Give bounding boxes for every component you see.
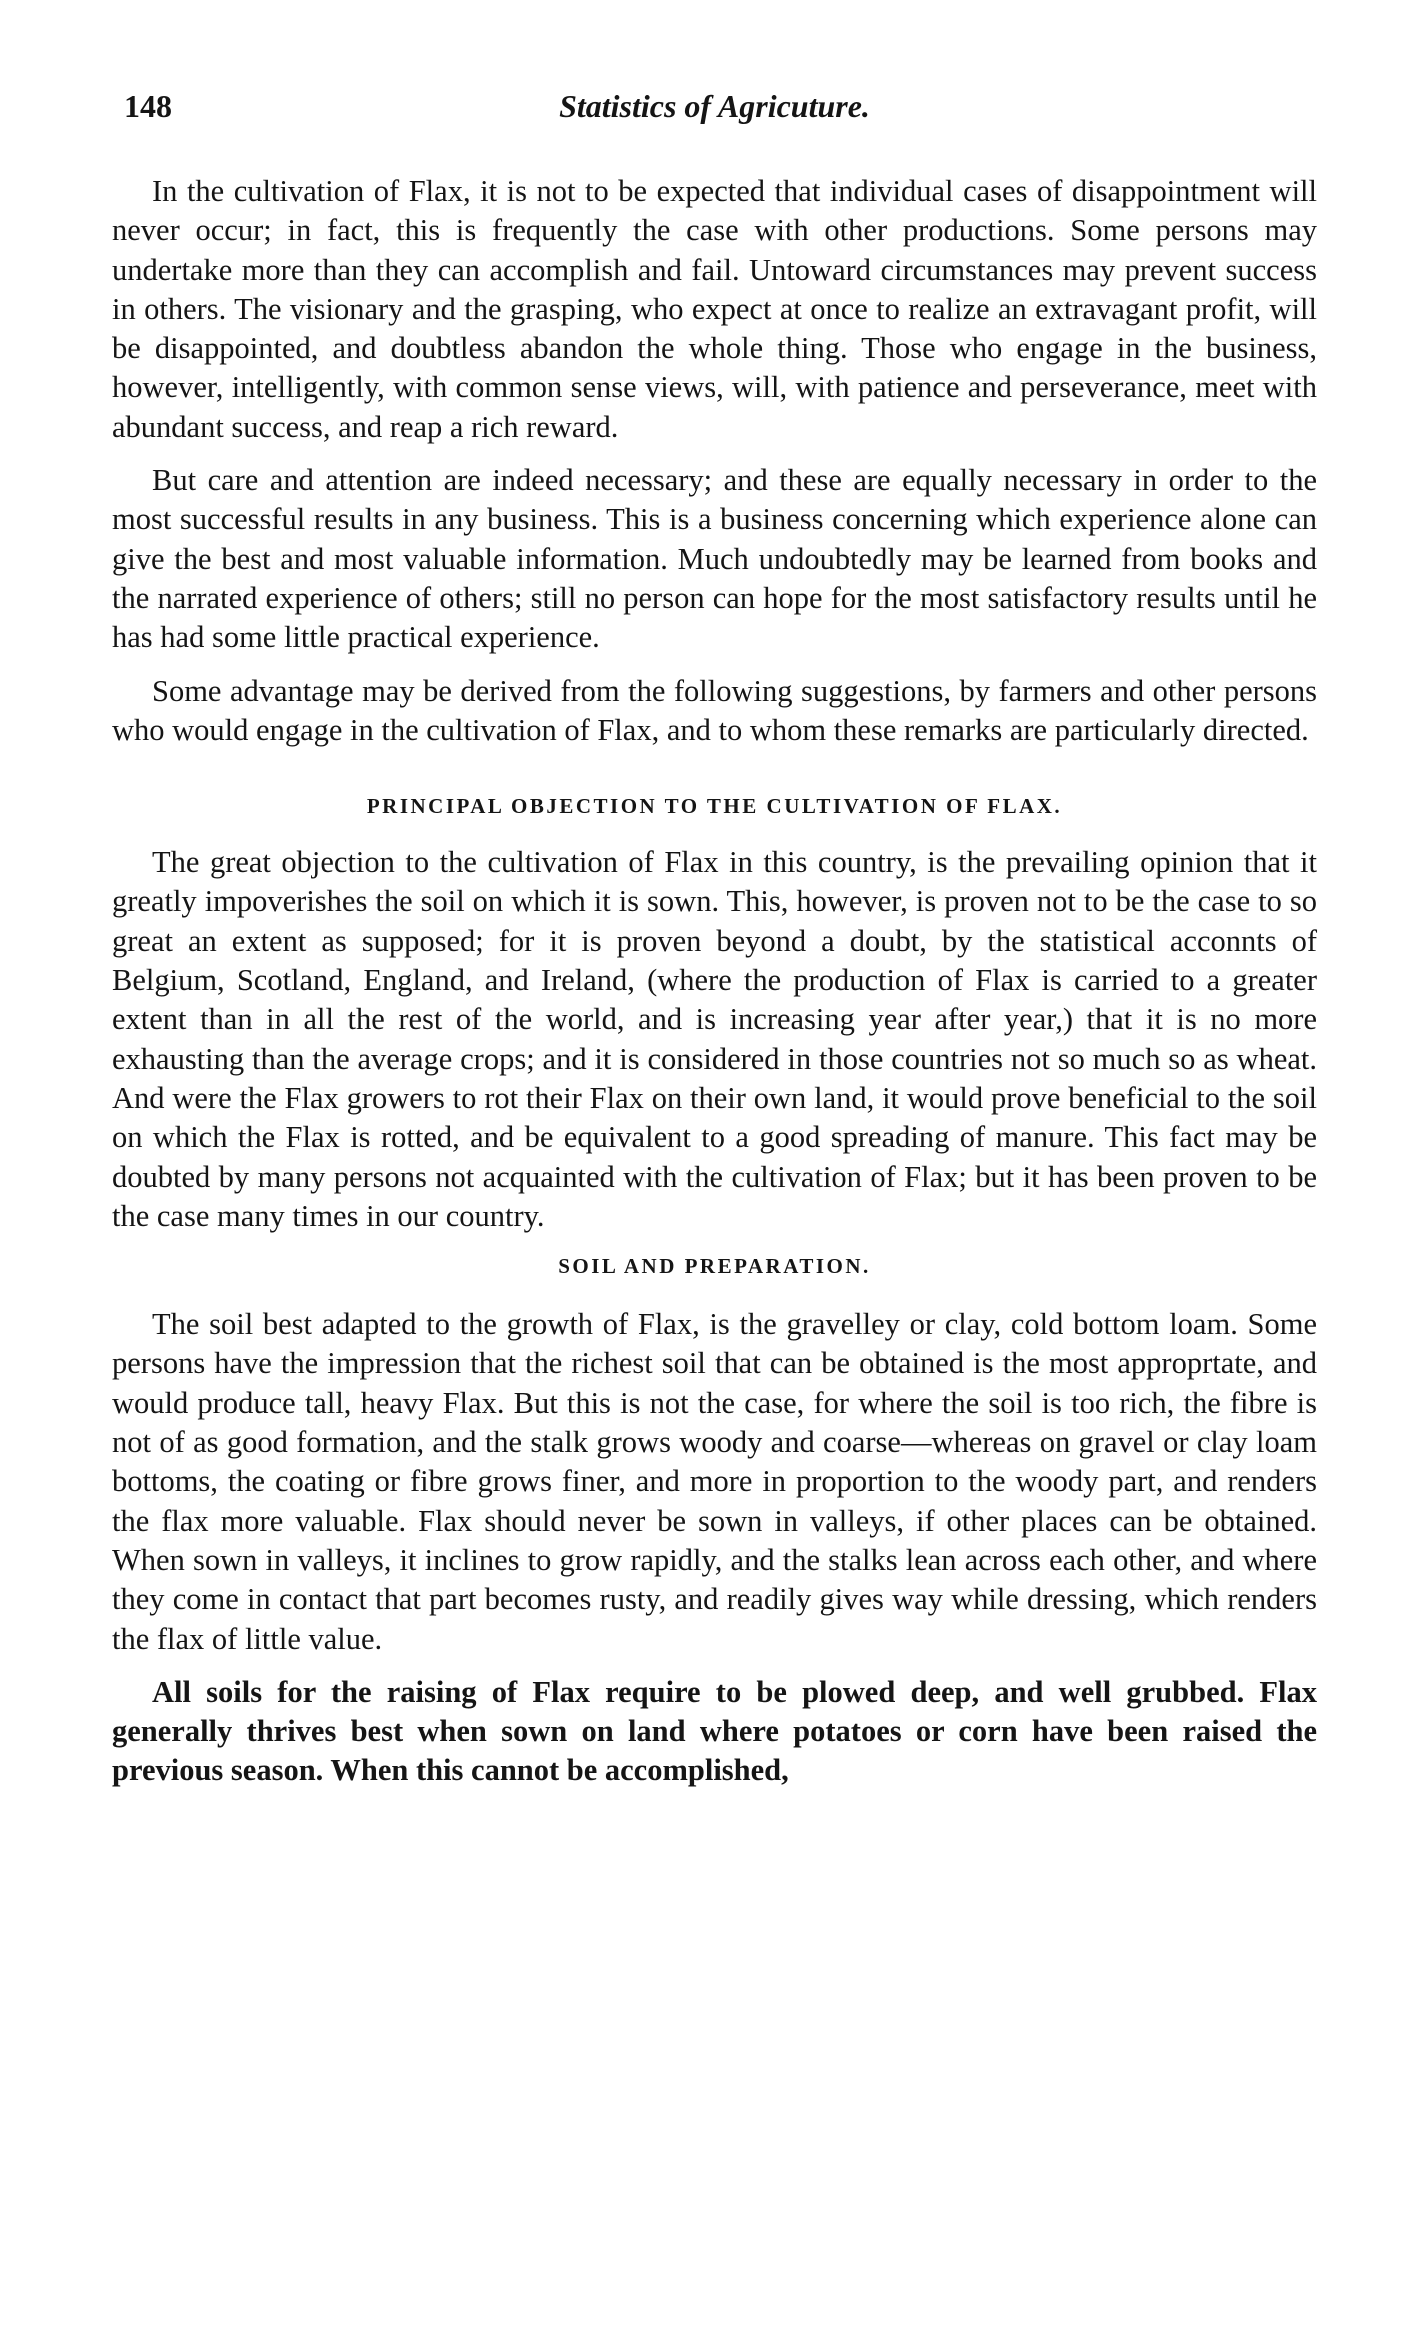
page-header [112,88,1317,136]
paragraph-soil: The soil best adapted to the growth of Flax, is the gravelley or clay, cold bottom loam. Some persons have the impression that the richest soil that can be obtained is the most approprtate, and would produce tall, heavy Flax. But this is not the case, for where the soil is too rich, the fibre is not of as good formation, and the stalk grows woody and coarse—whereas on gravel or clay loam bottoms, the coating or fibre grows finer, and more in proportion to the woody part, and renders the flax more valuable. Flax should never be sown in valleys, if other places can be obtained. When sown in valleys, it inclines to grow rapidly, and the stalks lean across each other, and where they come in contact that part becomes rusty, and readily gives way while dressing, which renders the flax of little value. [112,1307,1317,1656]
section-heading-soil: SOIL AND PREPARATION. [558,1254,871,1279]
book-page [112,88,1317,1805]
running-title: Statistics of Agricuture. [559,88,870,124]
paragraph-plowing: All soils for the raising of Flax require to be plowed deep, and well grubbed. Flax generally thrives best when sown on land where potatoes or corn have been raised the previous season. When this cannot be accomplished, [112,1674,1317,1788]
body-text [112,172,1317,1791]
paragraph-objection: The great objection to the cultivation of Flax in this country, is the prevailing opinion that it greatly impoverishes the soil on which it is sown. This, however, is proven not to be the case to so great an extent as supposed; for it is proven beyond a doubt, by the statistical acconnts of Belgium, Scotland, England, and Ireland, (where the production of Flax is carried to a greater extent than in all the rest of the world, and is increasing year after year,) that it is no more exhausting than the average crops; and it is considered in those countries not so much so as wheat. And were the Flax growers to rot their Flax on their own land, it would prove beneficial to the soil on which the Flax is rotted, and be equivalent to a good spreading of manure. This fact may be doubted by many persons not acquainted with the cultivation of Flax; but it has been proven to be the case many times in our country. [112,845,1317,1233]
page-number: 148 [124,88,172,124]
paragraph-suggestions: Some advantage may be derived from the following suggestions, by farmers and other persons who would engage in the cultivation of Flax, and to whom these remarks are particularly directed. [112,673,1317,747]
paragraph-disappointment: In the cultivation of Flax, it is not to be expected that individual cases of disappointment will never occur; in fact, this is frequently the case with other productions. Some persons may undertake more than they can accomplish and fail. Untoward circumstances may prevent success in others. The visionary and the grasping, who expect at once to realize an extravagant profit, will be disappointed, and doubtless abandon the whole thing. Those who engage in the business, however, intelligently, with common sense views, will, with patience and perseverance, meet with abundant success, and reap a rich reward. [112,174,1317,444]
paragraph-care-attention: But care and attention are indeed necessary; and these are equally necessary in order to the most successful results in any business. This is a business concerning which experience alone can give the best and most valuable information. Much undoubtedly may be learned from books and the narrated experience of others; still no person can hope for the most satisfactory results until he has had some little practical experience. [112,463,1317,655]
section-heading-objection: PRINCIPAL OBJECTION TO THE CULTIVATION OF FLAX. [366,794,1063,819]
